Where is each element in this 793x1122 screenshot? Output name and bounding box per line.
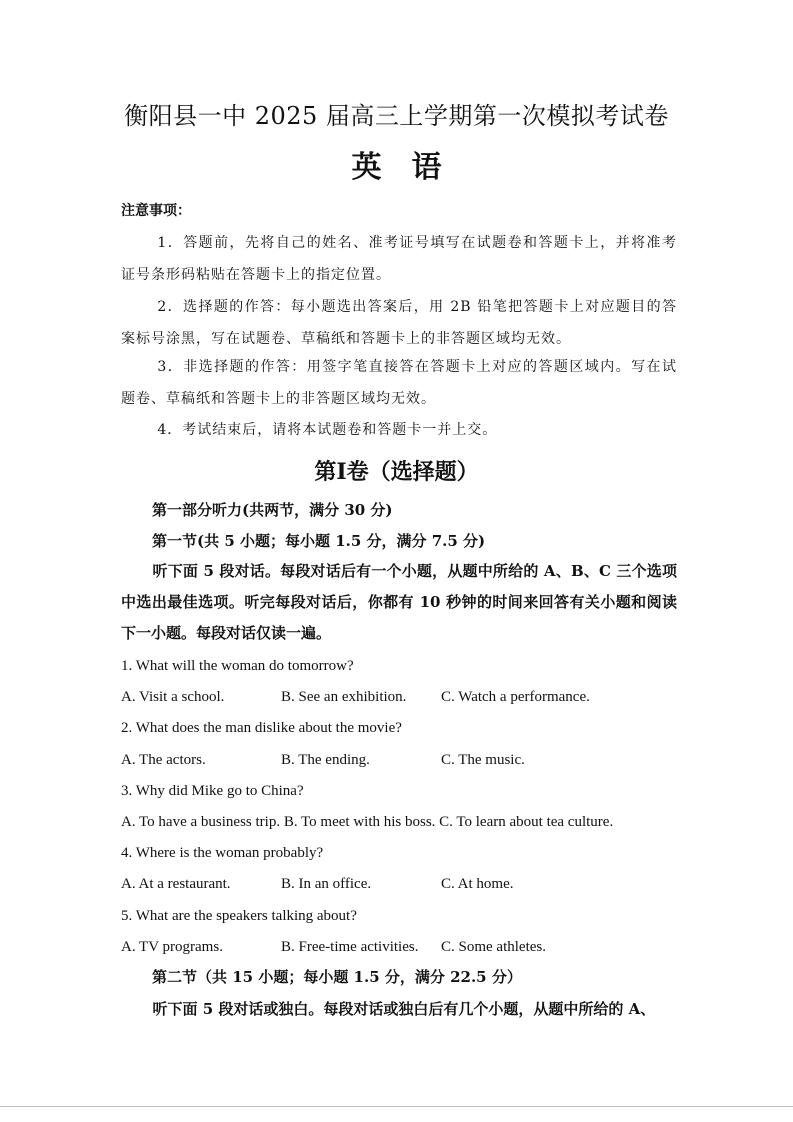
notice-item-2: 2．选择题的作答：每小题选出答案后，用 2B 铅笔把答题卡上对应题目的答案标号涂黑，写在试题卷、草稿纸和答题卡上的非答题区域均无效。 [121,299,677,347]
notice-item-4: 4．考试结束后，请将本试题卷和答题卡一并上交。 [157,422,498,438]
notice-item-1: 1．答题前，先将自己的姓名、准考证号填写在试题卷和答题卡上，并将准考证号条形码粘贴在答题卡上的指定位置。 [121,235,677,283]
option-c: C. At home. [441,876,514,892]
subject-title: 英语 [351,150,472,185]
instructions-two: 听下面 5 段对话或独白。每段对话或独白后有几个小题，从题中所给的 A、 [152,1000,656,1018]
option-a: A. TV programs. [121,939,223,955]
page-divider [0,1106,793,1107]
exam-title: 衡阳县一中 2025 届高三上学期第一次模拟考试卷 [124,102,669,130]
options-5 [121,936,681,958]
option-b: B. The ending. [281,752,370,768]
question-3: 3. Why did Mike go to China? [121,783,304,799]
sub-one-heading: 第一节(共 5 小题；每小题 1.5 分，满分 7.5 分) [152,532,486,550]
option-a: A. At a restaurant. [121,876,231,892]
option-b: B. Free-time activities. [281,939,419,955]
option-b: B. In an office. [281,876,372,892]
option-c: C. The music. [441,752,525,768]
notice-item-3: 3．非选择题的作答：用签字笔直接答在答题卡上对应的答题区域内。写在试题卷、草稿纸和答题卡上的非答题区域均无效。 [121,359,677,407]
question-4: 4. Where is the woman probably? [121,845,324,861]
options-1 [121,686,681,708]
option-c: C. Watch a performance. [441,689,590,705]
section-title: 第Ⅰ卷（选择题） [314,459,479,485]
option-c: C. Some athletes. [441,939,546,955]
instructions-one: 听下面 5 段对话。每段对话后有一个小题，从题中所给的 A、B、C 三个选项中选出最佳选项。听完每段对话后，你都有 10 秒钟的时间来回答有关小题和阅读下一小题。每段对话仅读一遍。 [121,562,677,642]
question-5: 5. What are the speakers talking about? [121,908,357,924]
option-b: B. See an exhibition. [281,689,407,705]
sub-two-heading: 第二节（共 15 小题；每小题 1.5 分，满分 22.5 分） [152,968,522,986]
notice-heading: 注意事项： [121,203,191,219]
options-3: A. To have a business trip. B. To meet with his boss. C. To learn about tea culture. [121,814,614,830]
options-2 [121,749,681,771]
question-1: 1. What will the woman do tomorrow? [121,658,354,674]
options-4 [121,873,681,895]
part-one-heading: 第一部分听力(共两节，满分 30 分) [152,501,393,519]
option-a: A. The actors. [121,752,206,768]
question-2: 2. What does the man dislike about the movie? [121,720,402,736]
option-a: A. Visit a school. [121,689,225,705]
